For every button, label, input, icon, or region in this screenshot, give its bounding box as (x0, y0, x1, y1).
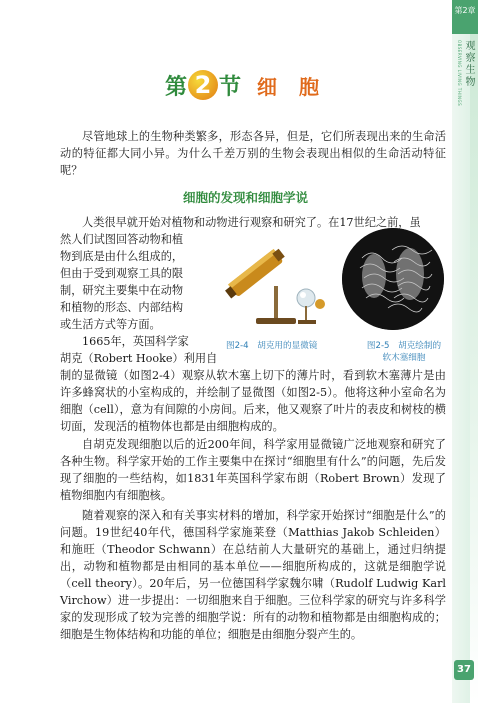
p1-line-5: 制，研究主要集中在动物 (60, 284, 184, 297)
p1-line-6: 和植物的形态、内部结构 (60, 301, 184, 314)
section-number-badge: 2 (188, 70, 218, 100)
microscope-figure (216, 238, 334, 334)
heading-jie: 节 (219, 73, 242, 100)
page-number: 37 (454, 660, 474, 680)
paragraph-4: 随着观察的深入和有关事实材料的增加，科学家开始探讨“细胞是什么”的问题。19世纪40年代，德国科学家施莱登（Matthias Jakob Schleiden）和施旺（Theodor Schwann）在总结前人大量研究的基础上，通过归纳提出，动物和植物都是由相同的基本单位——细胞所构成的，这就是细胞学说（cell theory）。20年后，另一位德国科学家魏尔啸（Rudolf Ludwig Karl Virchow）进一步提出：一切细胞来自于细胞。三位科学家的研究与许多科学家的发现形成了较为完善的细胞学说：所有的动物和植物都是由细胞构成的；细胞是生物体结构和功能的单位；细胞是由细胞分裂产生的。 (60, 509, 446, 641)
figure-2-5-caption-line1: 图2-5 胡克绘制的 (366, 341, 442, 351)
p1-line-2: 然人们试图回答动物和植 (60, 233, 184, 246)
p1-line-1: 人类很早就开始对植物和动物进行观察和研究了。在17世纪之前，虽 (82, 216, 421, 229)
subsection-title: 细胞的发现和细胞学说 (183, 190, 309, 205)
chapter-subtitle: OBSERVING LIVING THINGS (457, 40, 462, 107)
cork-cells-figure (342, 228, 444, 330)
intro-paragraph: 尽管地球上的生物种类繁多，形态各异，但是，它们所表现出来的生命活动的特征都大同小异。为什么千差万别的生物会表现出相似的生命活动特征呢？ (60, 130, 446, 177)
figure-2-4-caption: 图2-4 胡克用的显微镜 (226, 341, 318, 351)
p2-line-2: 胡克（Robert Hooke）利用自 (60, 352, 218, 365)
paragraph-3: 自胡克发现细胞以后的近200年间，科学家用显微镜广泛地观察和研究了各种生物。科学家开始的工作主要集中在探讨“细胞里有什么”的问题，先后发现了细胞的一些结构，如1831年英国科学家布朗（Robert Brown）发现了植物细胞内有细胞核。 (60, 438, 446, 502)
figure-2-5-caption (354, 340, 454, 364)
p1-line-3: 物到底是由什么组成的， (60, 250, 184, 263)
p1-line-7: 或生活方式等方面。 (60, 318, 161, 331)
chapter-label: 第2章 (454, 6, 476, 15)
section-title: 细胞 (257, 74, 342, 99)
chapter-title: 观察生物 (463, 40, 474, 88)
heading-di: 第 (165, 73, 188, 100)
p2-line-1: 1665年，英国科学家 (82, 335, 189, 348)
p1-line-4: 但由于受到观察工具的限 (60, 267, 184, 280)
section-heading (165, 68, 341, 102)
p2-rest: 制的显微镜（如图2-4）观察从软木塞上切下的薄片时，看到软木塞薄片是由许多蜂窝状的小室构成的，并绘制了显微图（如图2-5）。他将这种小室命名为细胞（cell），意为有间隙的小房间。后来，他又观察了叶片的表皮和树枝的横切面，发现活的植物体也都是由细胞构成的。 (60, 369, 446, 433)
side-decoration (470, 34, 478, 703)
figure-2-5-caption-line2: 软木塞细胞 (382, 353, 426, 363)
